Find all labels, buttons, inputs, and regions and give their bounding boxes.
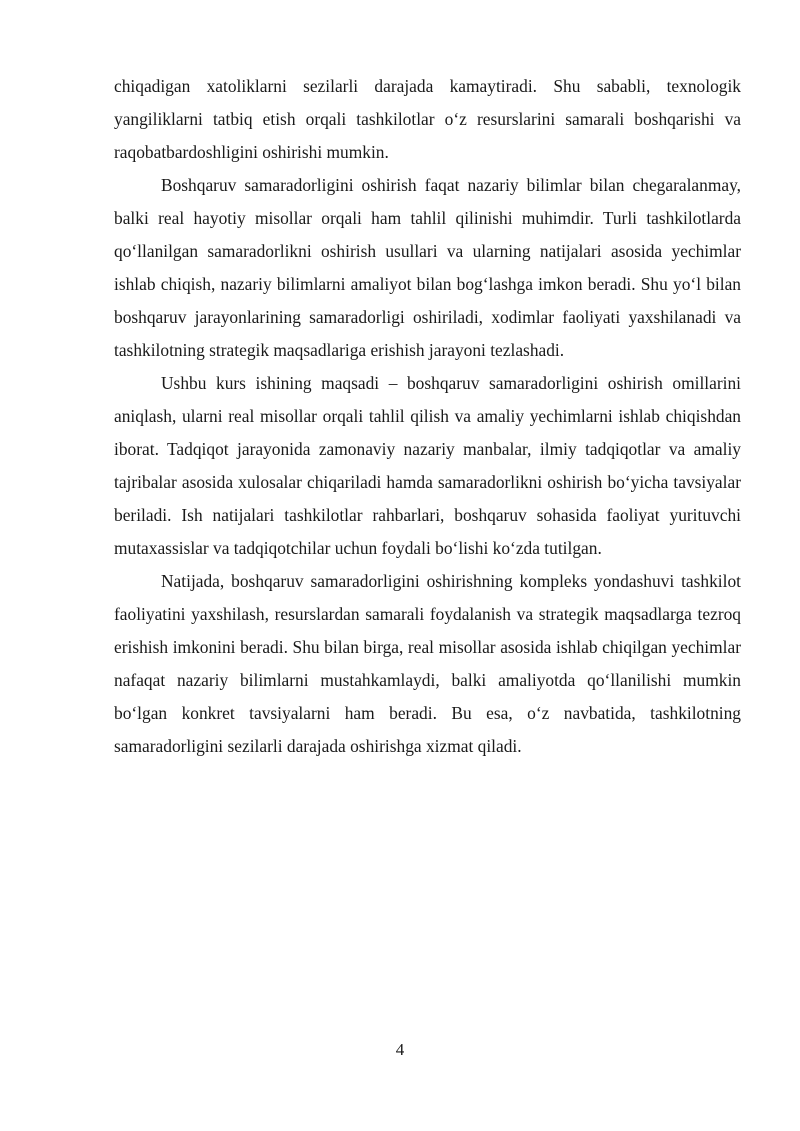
paragraph-course-goal: Ushbu kurs ishining maqsadi – boshqaruv samaradorligini oshirish omillarini aniqlash, ularni real misollar orqali tahlil qilish va amaliy yechimlarni ishlab chiqishdan iborat. Tadqiqot jarayonida zamonaviy nazariy manbalar, ilmiy tadqiqotlar va amaliy tajribalar asosida xulosalar chiqariladi hamda samaradorlikni oshirish bo‘yicha tavsiyalar beriladi. Ish natijalari tashkilotlar rahbarlari, boshqaruv sohasida faoliyat yurituvchi mutaxassislar va tadqiqotchilar uchun foydali bo‘lishi ko‘zda tutilgan.	[114, 373, 741, 558]
body-text	[114, 70, 741, 763]
page-number: 4	[395, 1040, 405, 1059]
paragraph-conclusion: Natijada, boshqaruv samaradorligini oshirishning kompleks yondashuvi tashkilot faoliyatini yaxshilash, resurslardan samarali foydalanish va strategik maqsadlarga tezroq erishish imkonini beradi. Shu bilan birga, real misollar asosida ishlab chiqilgan yechimlar nafaqat nazariy bilimlarni mustahkamlaydi, balki amaliyotda qo‘llanilishi mumkin bo‘lgan konkret tavsiyalarni ham beradi. Bu esa, o‘z navbatida, tashkilotning samaradorligini sezilarli darajada oshirishga xizmat qiladi.	[114, 571, 741, 756]
paragraph-real-examples: Boshqaruv samaradorligini oshirish faqat nazariy bilimlar bilan chegaralanmay, balki real hayotiy misollar orqali ham tahlil qilinishi muhimdir. Turli tashkilotlarda qo‘llanilgan samaradorlikni oshirish usullari va ularning natijalari asosida yechimlar ishlab chiqish, nazariy bilimlarni amaliyot bilan bog‘lashga imkon beradi. Shu yo‘l bilan boshqaruv jarayonlarining samaradorligi oshiriladi, xodimlar faoliyati yaxshilanadi va tashkilotning strategik maqsadlariga erishish jarayoni tezlashadi.	[114, 175, 741, 360]
paragraph-continuation: chiqadigan xatoliklarni sezilarli darajada kamaytiradi. Shu sababli, texnologik yangiliklarni tatbiq etish orqali tashkilotlar o‘z resurslarini samarali boshqarishi va raqobatbardoshligini oshirishi mumkin.	[114, 76, 741, 162]
